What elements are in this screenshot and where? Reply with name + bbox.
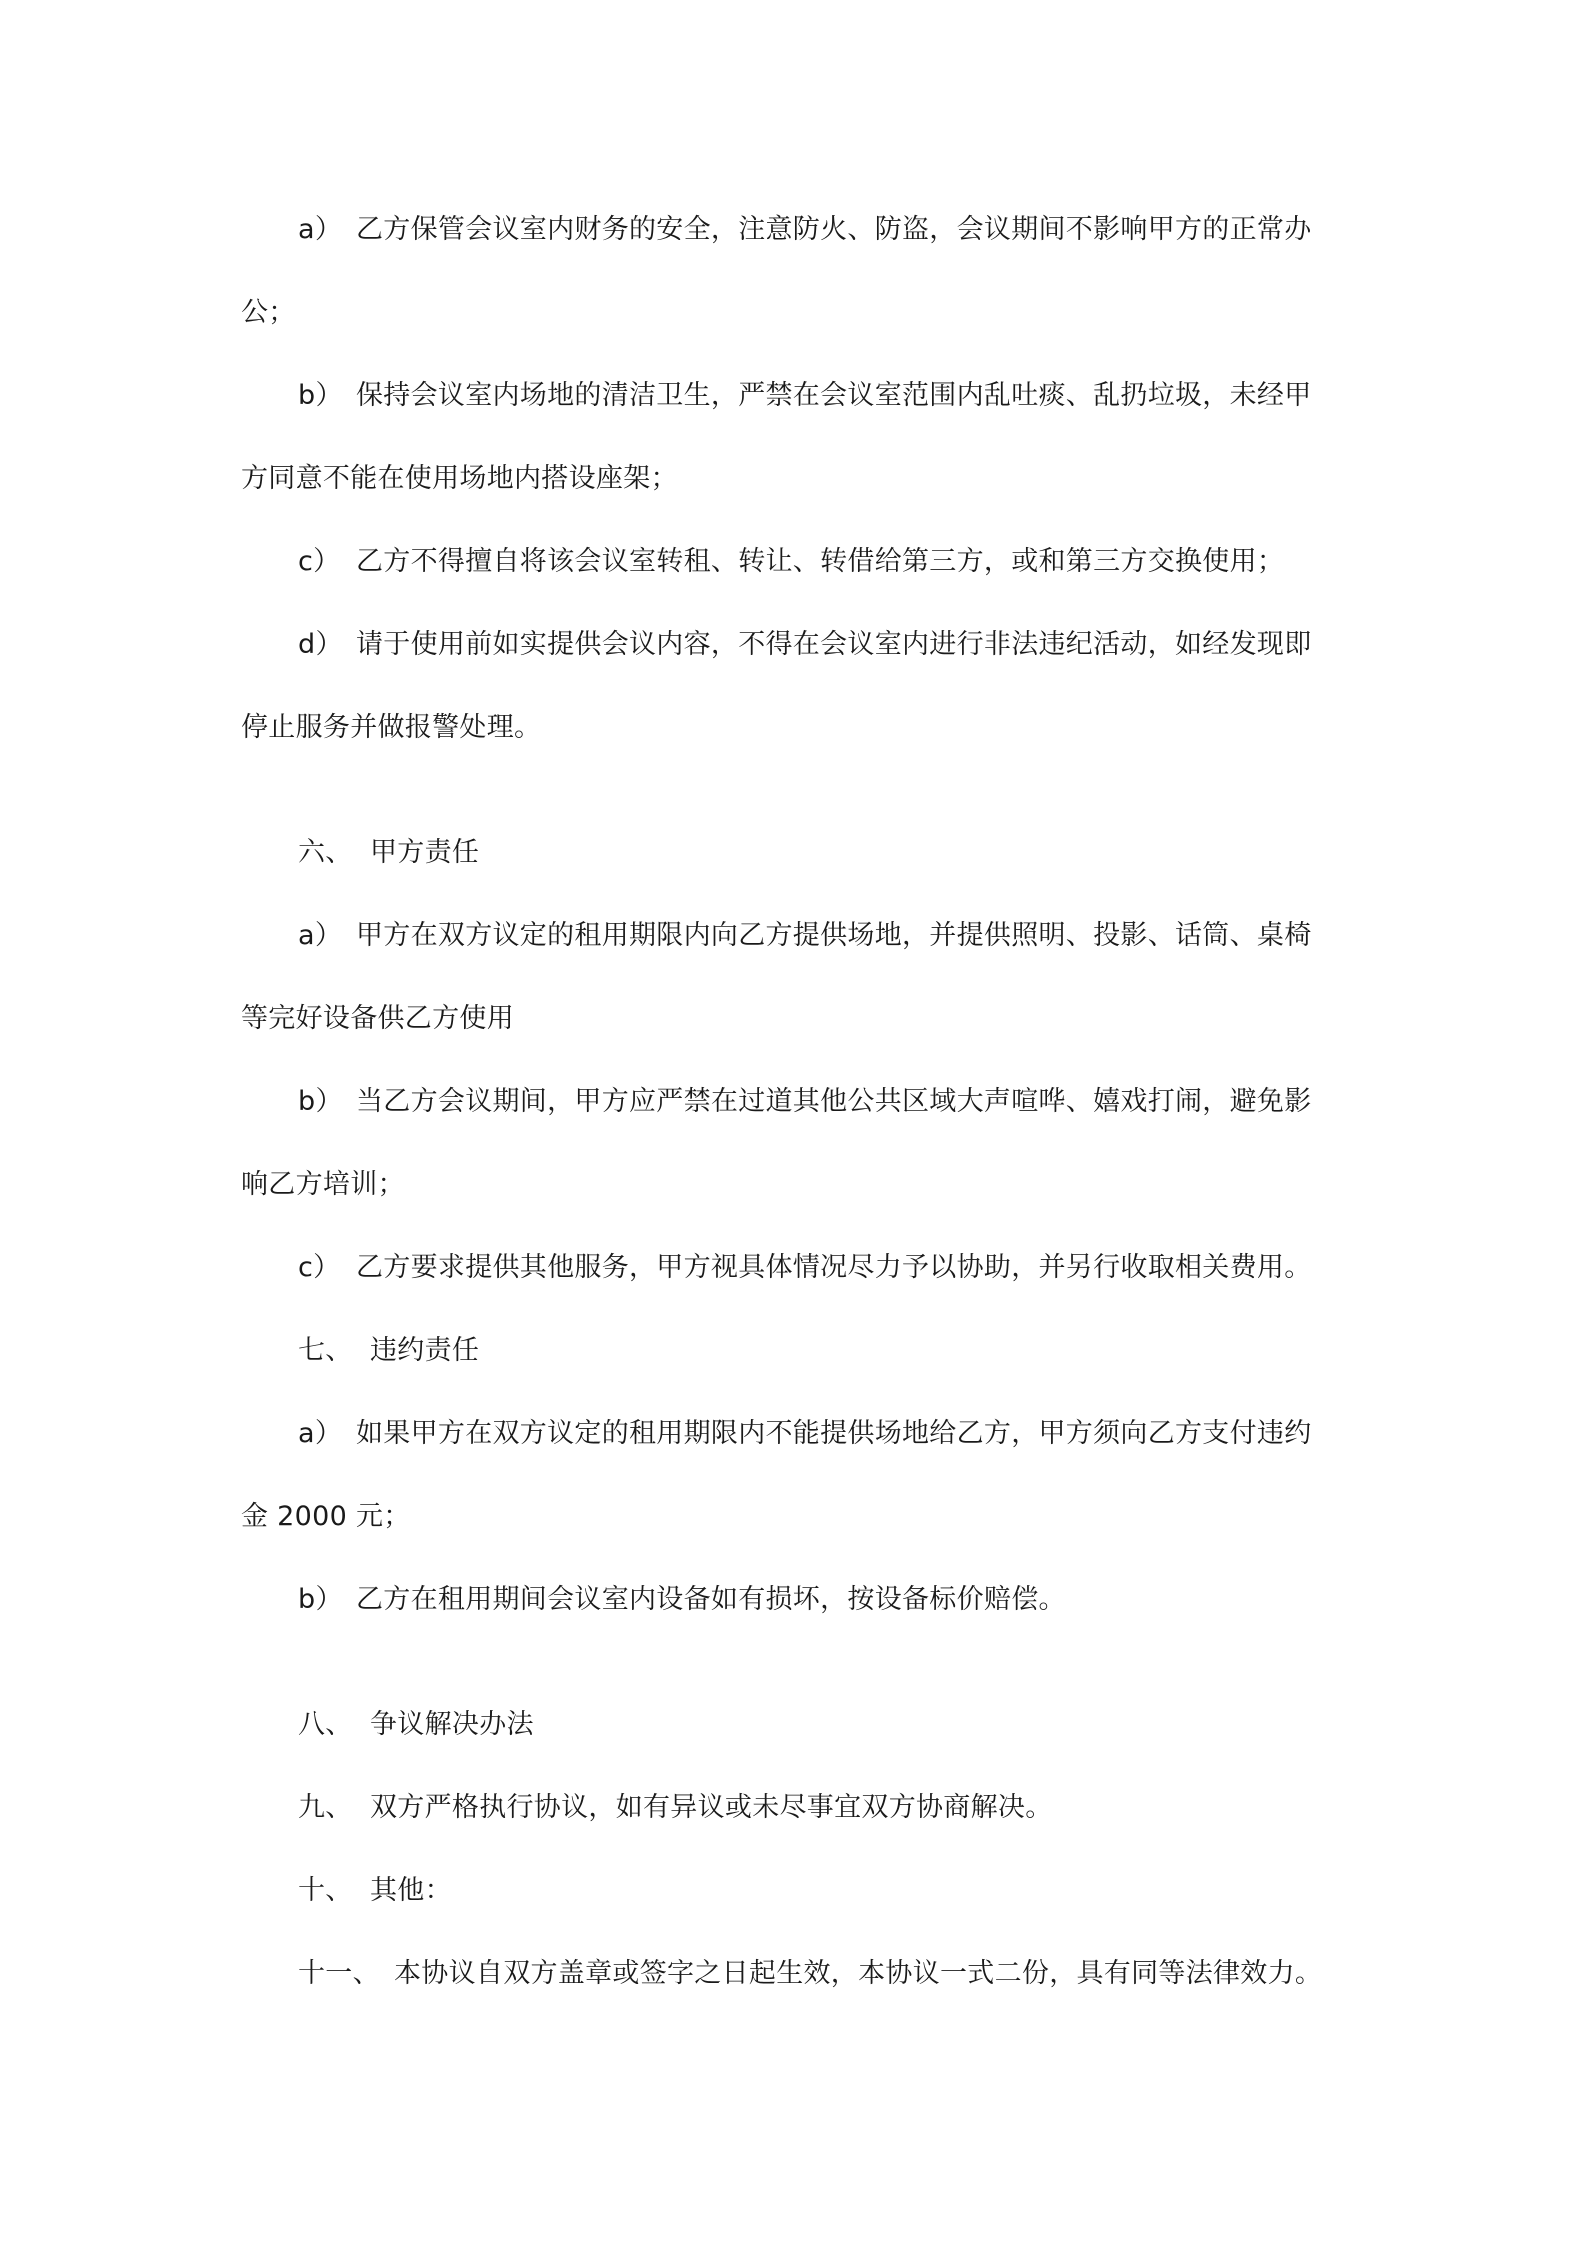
s6-item-b-line1: [298, 1082, 1312, 1122]
s6-item-b-line2: 响乙方培训；: [241, 1169, 405, 1200]
section7-title: 违约责任: [370, 1335, 480, 1366]
s6-item-c-text: 乙方要求提供其他服务，甲方视具体情况尽力予以协助，并另行收取相关费用。: [356, 1252, 1312, 1283]
s5-item-b-line1: [298, 376, 1312, 416]
section8-heading: [298, 1705, 534, 1745]
s5-item-a-line2: 公；: [241, 297, 296, 328]
section9-title: 双方严格执行协议，如有异议或未尽事宜双方协商解决。: [370, 1792, 1053, 1823]
section9-heading: [298, 1788, 1053, 1828]
s5-item-a-marker: a）: [298, 214, 343, 245]
section9-number: 九、: [298, 1792, 353, 1823]
section10-number: 十、: [298, 1875, 353, 1906]
section11-heading: [298, 1954, 1322, 1994]
section6-title: 甲方责任: [370, 837, 480, 868]
section11-title: 本协议自双方盖章或签字之日起生效，本协议一式二份，具有同等法律效力。: [394, 1958, 1323, 1989]
section6-heading: [298, 833, 479, 873]
section7-number: 七、: [298, 1335, 353, 1366]
s5-item-c-line1: [298, 542, 1284, 582]
s7-item-a-marker: a）: [298, 1418, 343, 1449]
s5-item-a-text: 乙方保管会议室内财务的安全，注意防火、防盗，会议期间不影响甲方的正常办: [356, 214, 1312, 245]
s6-item-a-text: 甲方在双方议定的租用期限内向乙方提供场地，并提供照明、投影、话筒、桌椅: [356, 920, 1312, 951]
s7-item-a-line2: 金 2000 元；: [241, 1501, 411, 1532]
s7-item-a-line1: [298, 1414, 1312, 1454]
s5-item-d-text: 请于使用前如实提供会议内容，不得在会议室内进行非法违纪活动，如经发现即: [356, 629, 1312, 660]
s5-item-d-marker: d）: [298, 629, 343, 660]
s6-item-a-marker: a）: [298, 920, 343, 951]
s5-item-b-line2: 方同意不能在使用场地内搭设座架；: [241, 463, 678, 494]
section10-heading: [298, 1871, 452, 1911]
s6-item-b-marker: b）: [298, 1086, 343, 1117]
s6-item-a-line2: 等完好设备供乙方使用: [241, 1003, 514, 1034]
s7-item-b-marker: b）: [298, 1584, 343, 1615]
s7-item-b-text: 乙方在租用期间会议室内设备如有损坏，按设备标价赔偿。: [356, 1584, 1066, 1615]
s6-item-b-text: 当乙方会议期间，甲方应严禁在过道其他公共区域大声喧哗、嬉戏打闹，避免影: [356, 1086, 1312, 1117]
section7-heading: [298, 1331, 479, 1371]
section11-number: 十一、: [298, 1958, 380, 1989]
section8-title: 争议解决办法: [370, 1709, 534, 1740]
s6-item-a-line1: [298, 916, 1312, 956]
s5-item-c-text: 乙方不得擅自将该会议室转租、转让、转借给第三方，或和第三方交换使用；: [356, 546, 1285, 577]
s6-item-c-marker: c）: [298, 1252, 341, 1283]
section10-title: 其他：: [370, 1875, 452, 1906]
section6-number: 六、: [298, 837, 353, 868]
s5-item-b-marker: b）: [298, 380, 343, 411]
s7-item-b-line1: [298, 1580, 1066, 1620]
s5-item-a-line1: [298, 210, 1312, 250]
s5-item-c-marker: c）: [298, 546, 341, 577]
s6-item-c-line1: [298, 1248, 1312, 1288]
s5-item-d-line2: 停止服务并做报警处理。: [241, 712, 542, 743]
s7-item-a-text: 如果甲方在双方议定的租用期限内不能提供场地给乙方，甲方须向乙方支付违约: [356, 1418, 1312, 1449]
section8-number: 八、: [298, 1709, 353, 1740]
s5-item-b-text: 保持会议室内场地的清洁卫生，严禁在会议室范围内乱吐痰、乱扔垃圾，未经甲: [356, 380, 1312, 411]
s5-item-d-line1: [298, 625, 1312, 665]
